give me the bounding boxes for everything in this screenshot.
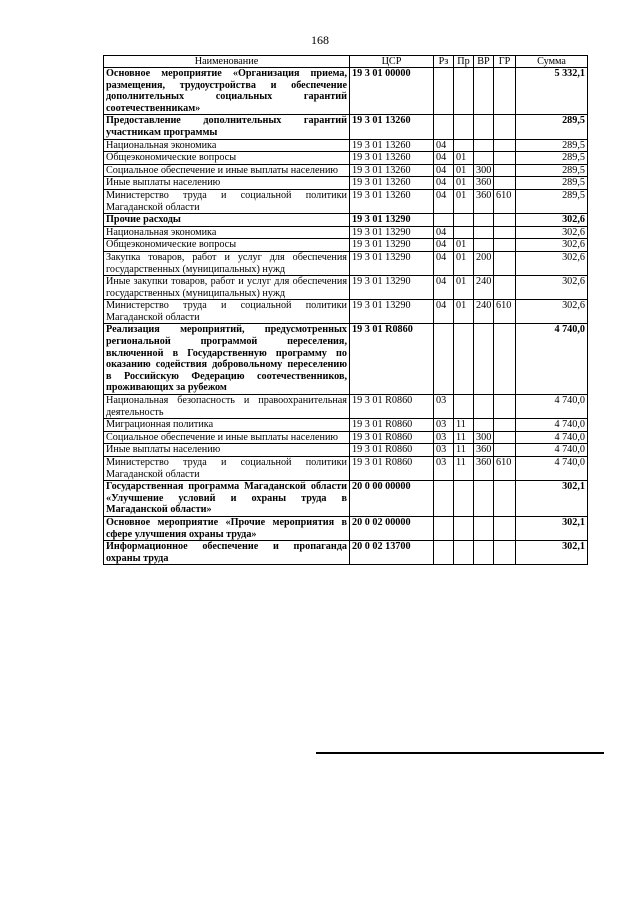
cell-csr: 19 3 01 R0860 [350, 431, 434, 444]
cell-gr: 610 [494, 457, 516, 481]
cell-vr: 360 [474, 189, 494, 213]
table-row [104, 419, 588, 432]
cell-rz [434, 541, 454, 565]
cell-vr [474, 214, 494, 227]
cell-vr [474, 481, 494, 517]
cell-gr [494, 324, 516, 395]
table-row [104, 444, 588, 457]
cell-gr [494, 139, 516, 152]
cell-sum: 289,5 [516, 164, 588, 177]
cell-vr [474, 226, 494, 239]
cell-rz: 04 [434, 177, 454, 190]
cell-name: Закупка товаров, работ и услуг для обеспечения государственных (муниципальных) нужд [104, 251, 350, 275]
cell-gr [494, 419, 516, 432]
table-row [104, 189, 588, 213]
cell-sum: 289,5 [516, 139, 588, 152]
cell-name: Министерство труда и социальной политики Магаданской области [104, 189, 350, 213]
cell-sum: 302,1 [516, 516, 588, 540]
table-row [104, 395, 588, 419]
cell-csr: 19 3 01 R0860 [350, 457, 434, 481]
cell-sum: 4 740,0 [516, 395, 588, 419]
budget-table [103, 55, 588, 565]
header-pr: Пр [454, 56, 474, 68]
cell-name: Общеэкономические вопросы [104, 152, 350, 165]
cell-csr: 20 0 00 00000 [350, 481, 434, 517]
cell-gr [494, 68, 516, 115]
cell-vr [474, 115, 494, 139]
cell-name: Реализация мероприятий, предусмотренных региональной программой переселения, включенной в Государственную программу по оказанию содействия добровольному переселению в Российскую Федерацию соотечественников, проживающих за рубежом [104, 324, 350, 395]
cell-sum: 302,1 [516, 541, 588, 565]
cell-sum: 302,6 [516, 239, 588, 252]
cell-vr [474, 324, 494, 395]
cell-rz: 04 [434, 239, 454, 252]
table-row [104, 164, 588, 177]
cell-gr [494, 395, 516, 419]
table-row [104, 481, 588, 517]
cell-vr [474, 68, 494, 115]
cell-pr: 01 [454, 177, 474, 190]
cell-name: Социальное обеспечение и иные выплаты населению [104, 431, 350, 444]
cell-sum: 302,1 [516, 481, 588, 517]
cell-csr: 19 3 01 00000 [350, 68, 434, 115]
cell-vr [474, 516, 494, 540]
cell-gr [494, 239, 516, 252]
cell-pr [454, 516, 474, 540]
bottom-rule [316, 752, 604, 754]
cell-pr: 01 [454, 251, 474, 275]
table-row [104, 541, 588, 565]
cell-name: Государственная программа Магаданской области «Улучшение условий и охраны труда в Магаданской области» [104, 481, 350, 517]
cell-rz: 04 [434, 139, 454, 152]
cell-pr: 01 [454, 300, 474, 324]
cell-sum: 4 740,0 [516, 324, 588, 395]
cell-rz [434, 324, 454, 395]
cell-csr: 19 3 01 13260 [350, 189, 434, 213]
cell-gr [494, 431, 516, 444]
cell-vr [474, 239, 494, 252]
cell-vr: 360 [474, 177, 494, 190]
cell-rz: 04 [434, 152, 454, 165]
cell-rz [434, 516, 454, 540]
table-row [104, 226, 588, 239]
cell-name: Информационное обеспечение и пропаганда охраны труда [104, 541, 350, 565]
cell-rz: 03 [434, 444, 454, 457]
table-row [104, 68, 588, 115]
cell-pr [454, 324, 474, 395]
cell-gr: 610 [494, 300, 516, 324]
cell-csr: 19 3 01 13260 [350, 115, 434, 139]
cell-csr: 19 3 01 13290 [350, 300, 434, 324]
cell-rz: 03 [434, 395, 454, 419]
cell-csr: 19 3 01 13290 [350, 226, 434, 239]
header-rz: Рз [434, 56, 454, 68]
cell-pr: 11 [454, 444, 474, 457]
cell-csr: 19 3 01 13260 [350, 152, 434, 165]
cell-csr: 19 3 01 R0860 [350, 444, 434, 457]
cell-gr [494, 541, 516, 565]
header-name: Наименование [104, 56, 350, 68]
cell-csr: 19 3 01 13290 [350, 276, 434, 300]
cell-sum: 289,5 [516, 189, 588, 213]
cell-name: Иные выплаты населению [104, 177, 350, 190]
cell-name: Предоставление дополнительных гарантий участникам программы [104, 115, 350, 139]
cell-sum: 4 740,0 [516, 419, 588, 432]
cell-rz: 04 [434, 276, 454, 300]
cell-sum: 289,5 [516, 152, 588, 165]
cell-sum: 289,5 [516, 177, 588, 190]
cell-rz: 04 [434, 226, 454, 239]
cell-rz [434, 115, 454, 139]
cell-vr: 240 [474, 300, 494, 324]
cell-rz: 04 [434, 251, 454, 275]
cell-name: Иные закупки товаров, работ и услуг для обеспечения государственных (муниципальных) нужд [104, 276, 350, 300]
cell-csr: 19 3 01 13290 [350, 251, 434, 275]
cell-csr: 20 0 02 00000 [350, 516, 434, 540]
table-row [104, 431, 588, 444]
cell-rz: 04 [434, 189, 454, 213]
table-row [104, 300, 588, 324]
cell-pr: 01 [454, 189, 474, 213]
cell-sum: 5 332,1 [516, 68, 588, 115]
cell-vr: 200 [474, 251, 494, 275]
cell-rz: 03 [434, 419, 454, 432]
cell-csr: 20 0 02 13700 [350, 541, 434, 565]
cell-pr: 01 [454, 276, 474, 300]
cell-csr: 19 3 01 R0860 [350, 395, 434, 419]
cell-vr [474, 139, 494, 152]
cell-csr: 19 3 01 13290 [350, 239, 434, 252]
cell-pr [454, 115, 474, 139]
cell-pr: 11 [454, 419, 474, 432]
cell-csr: 19 3 01 13260 [350, 177, 434, 190]
cell-name: Основное мероприятие «Организация приема, размещения, трудоустройства и обеспечение дополнительных социальных гарантий соотечественникам» [104, 68, 350, 115]
page-number: 168 [311, 33, 329, 47]
cell-name: Прочие расходы [104, 214, 350, 227]
cell-gr [494, 152, 516, 165]
cell-csr: 19 3 01 13260 [350, 139, 434, 152]
cell-sum: 302,6 [516, 214, 588, 227]
cell-pr [454, 541, 474, 565]
cell-gr [494, 214, 516, 227]
cell-sum: 289,5 [516, 115, 588, 139]
cell-gr [494, 226, 516, 239]
cell-vr [474, 419, 494, 432]
header-vr: ВР [474, 56, 494, 68]
cell-csr: 19 3 01 R0860 [350, 419, 434, 432]
cell-rz [434, 481, 454, 517]
cell-pr [454, 214, 474, 227]
cell-sum: 302,6 [516, 276, 588, 300]
cell-gr [494, 444, 516, 457]
cell-pr: 11 [454, 457, 474, 481]
cell-sum: 302,6 [516, 300, 588, 324]
cell-sum: 4 740,0 [516, 457, 588, 481]
cell-gr [494, 481, 516, 517]
cell-rz [434, 68, 454, 115]
table-row [104, 177, 588, 190]
table-header-row [104, 56, 588, 68]
cell-name: Миграционная политика [104, 419, 350, 432]
cell-pr [454, 68, 474, 115]
cell-name: Основное мероприятие «Прочие мероприятия в сфере улучшения охраны труда» [104, 516, 350, 540]
header-gr: ГР [494, 56, 516, 68]
cell-vr: 360 [474, 457, 494, 481]
cell-vr [474, 152, 494, 165]
cell-vr: 240 [474, 276, 494, 300]
cell-pr [454, 481, 474, 517]
cell-rz [434, 214, 454, 227]
cell-name: Национальная экономика [104, 226, 350, 239]
table-body [104, 68, 588, 565]
table-row [104, 239, 588, 252]
table-row [104, 516, 588, 540]
cell-pr [454, 139, 474, 152]
cell-vr [474, 395, 494, 419]
cell-pr: 11 [454, 431, 474, 444]
cell-sum: 4 740,0 [516, 444, 588, 457]
cell-gr [494, 516, 516, 540]
table-row [104, 139, 588, 152]
cell-name: Министерство труда и социальной политики Магаданской области [104, 300, 350, 324]
cell-sum: 302,6 [516, 251, 588, 275]
cell-pr: 01 [454, 239, 474, 252]
cell-gr [494, 177, 516, 190]
cell-pr: 01 [454, 152, 474, 165]
cell-name: Национальная безопасность и правоохранительная деятельность [104, 395, 350, 419]
cell-name: Общеэкономические вопросы [104, 239, 350, 252]
cell-vr: 300 [474, 164, 494, 177]
cell-name: Социальное обеспечение и иные выплаты населению [104, 164, 350, 177]
cell-pr [454, 395, 474, 419]
cell-name: Национальная экономика [104, 139, 350, 152]
table-row [104, 214, 588, 227]
cell-rz: 03 [434, 431, 454, 444]
cell-csr: 19 3 01 13260 [350, 164, 434, 177]
table-row [104, 251, 588, 275]
header-csr: ЦСР [350, 56, 434, 68]
cell-rz: 03 [434, 457, 454, 481]
table-row [104, 324, 588, 395]
cell-vr: 360 [474, 444, 494, 457]
table-row [104, 152, 588, 165]
cell-gr [494, 276, 516, 300]
cell-sum: 4 740,0 [516, 431, 588, 444]
cell-gr: 610 [494, 189, 516, 213]
cell-name: Министерство труда и социальной политики Магаданской области [104, 457, 350, 481]
cell-vr: 300 [474, 431, 494, 444]
header-sum: Сумма [516, 56, 588, 68]
cell-sum: 302,6 [516, 226, 588, 239]
cell-csr: 19 3 01 13290 [350, 214, 434, 227]
table-row [104, 457, 588, 481]
cell-pr [454, 226, 474, 239]
cell-vr [474, 541, 494, 565]
cell-name: Иные выплаты населению [104, 444, 350, 457]
cell-gr [494, 251, 516, 275]
cell-gr [494, 115, 516, 139]
table-row [104, 276, 588, 300]
cell-csr: 19 3 01 R0860 [350, 324, 434, 395]
table-row [104, 115, 588, 139]
cell-gr [494, 164, 516, 177]
cell-rz: 04 [434, 300, 454, 324]
cell-pr: 01 [454, 164, 474, 177]
cell-rz: 04 [434, 164, 454, 177]
